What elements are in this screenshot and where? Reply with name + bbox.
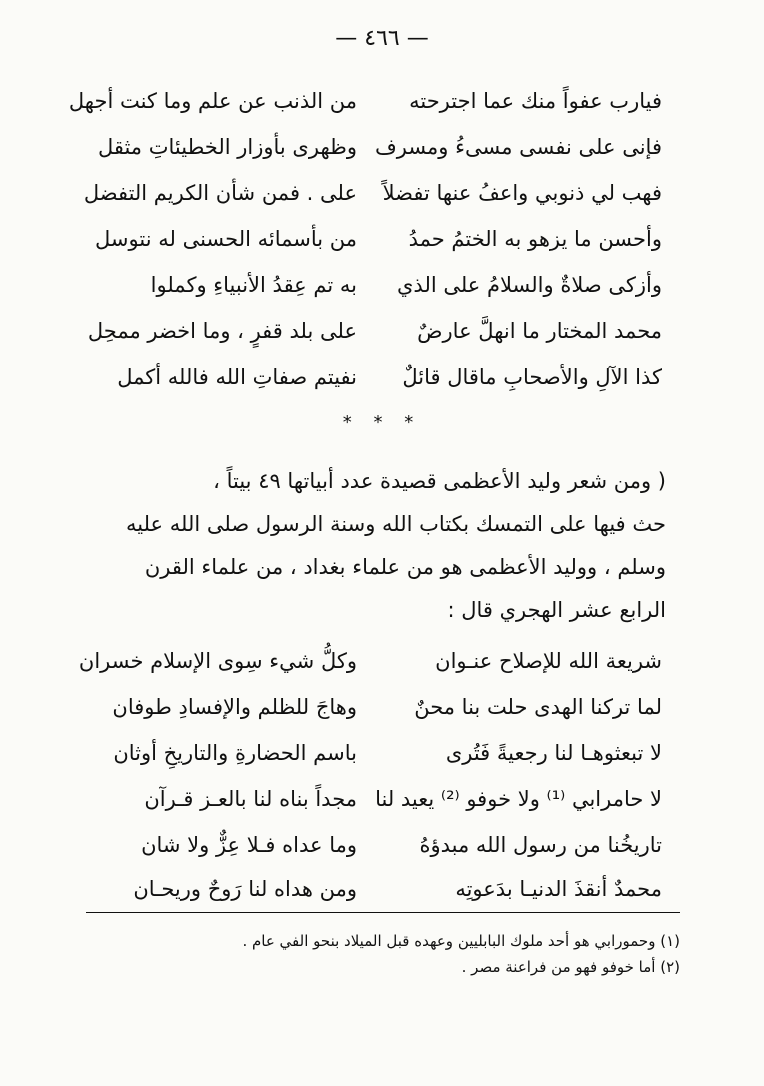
verse-second-hemistich: مجداً بناه لنا بالعـز قـرآن <box>144 787 357 811</box>
verse-second-hemistich: على . فمن شأن الكريم التفضل <box>83 181 357 205</box>
verse-second-hemistich: باسم الحضارةِ والتاريخِ أوثان <box>113 741 357 765</box>
verse-second-hemistich: ومن هداه لنا رَوحٌ وريحـان <box>133 877 357 901</box>
verse-second-hemistich: وظهرى بأوزار الخطيئاتِ مثقل <box>97 135 357 159</box>
section-separator: * * * <box>342 412 422 433</box>
verse-first-hemistich: لا تبعثوهـا لنا رجعيةً فَتُرى <box>445 741 662 765</box>
paragraph-line: حث فيها على التمسك بكتاب الله وسنة الرسول صلى الله عليه <box>126 512 666 536</box>
poem2-verse <box>62 638 662 684</box>
verse-first-hemistich: محمدٌ أنقذَ الدنيـا بدَعوتِه <box>455 877 662 901</box>
verse-first-hemistich: محمد المختار ما انهلَّ عارضٌ <box>417 319 662 343</box>
verse-first-hemistich: تاريخُنا من رسول الله مبدؤهُ <box>419 833 662 857</box>
footnote-1: (١) وحمورابي هو أحد ملوك البابليين وعهده قبل الميلاد بنحو الفي عام . <box>242 932 680 950</box>
poem1-verse <box>62 354 662 400</box>
poem1-verse <box>62 308 662 354</box>
poem2-verse <box>62 730 662 776</box>
verse-second-hemistich: من بأسمائه الحسنى له نتوسل <box>95 227 357 251</box>
verse-second-hemistich: وما عداه فـلا عِزٌّ ولا شان <box>141 833 357 857</box>
poem2-verse <box>62 866 662 912</box>
verse-first-hemistich: لا حامرابي ⁽¹⁾ ولا خوفو ⁽²⁾ يعيد لنا <box>375 787 662 811</box>
verse-first-hemistich: فيارب عفواً منك عما اجترحته <box>409 89 662 113</box>
verse-second-hemistich: به تم عِقدُ الأنبياءِ وكملوا <box>150 273 357 297</box>
footnote-2: (٢) أما خوفو فهو من فراعنة مصر . <box>461 958 680 976</box>
poem2-verse <box>62 776 662 822</box>
verse-second-hemistich: وهاجَ للظلم والإفسادِ طوفان <box>112 695 357 719</box>
verse-second-hemistich: وكلُّ شيء سِوى الإسلام خسران <box>78 649 357 673</box>
paragraph-line: الرابع عشر الهجري قال : <box>447 598 666 622</box>
paragraph-line: وسلم ، ووليد الأعظمى هو من علماء بغداد ، من علماء القرن <box>144 555 666 579</box>
verse-first-hemistich: فإنى على نفسى مسىءُ ومسرف <box>374 135 662 159</box>
verse-first-hemistich: لما تركنا الهدى حلت بنا محنٌ <box>414 695 662 719</box>
paragraph-line: ( ومن شعر وليد الأعظمى قصيدة عدد أبياتها ٤٩ بيتاً ، <box>213 469 666 493</box>
verse-first-hemistich: وأحسن ما يزهو به الختمُ حمدُ <box>408 227 662 251</box>
verse-second-hemistich: من الذنب عن علم وما كنت أجهل <box>68 89 357 113</box>
poem1-verse <box>62 216 662 262</box>
verse-first-hemistich: وأزكى صلاةٌ والسلامُ على الذي <box>396 273 662 297</box>
verse-second-hemistich: على بلد قفرٍ ، وما اخضر ممحِل <box>87 319 357 343</box>
intro-paragraph <box>62 460 666 632</box>
poem2-verse <box>62 822 662 868</box>
poem2-verse <box>62 684 662 730</box>
poem1-verse <box>62 170 662 216</box>
footnote-rule <box>86 912 680 913</box>
verse-second-hemistich: نفيتم صفاتِ الله فالله أكمل <box>117 365 357 389</box>
page-number: — ٤٦٦ — <box>335 26 429 51</box>
poem1-verse <box>62 124 662 170</box>
verse-first-hemistich: كذا الآلِ والأصحابِ ماقال قائلٌ <box>402 365 662 389</box>
poem1-verse <box>62 78 662 124</box>
poem1-verse <box>62 262 662 308</box>
verse-first-hemistich: شريعة الله للإصلاح عنـوان <box>435 649 662 673</box>
verse-first-hemistich: فهب لي ذنوبي واعفُ عنها تفضلاً <box>382 181 662 205</box>
